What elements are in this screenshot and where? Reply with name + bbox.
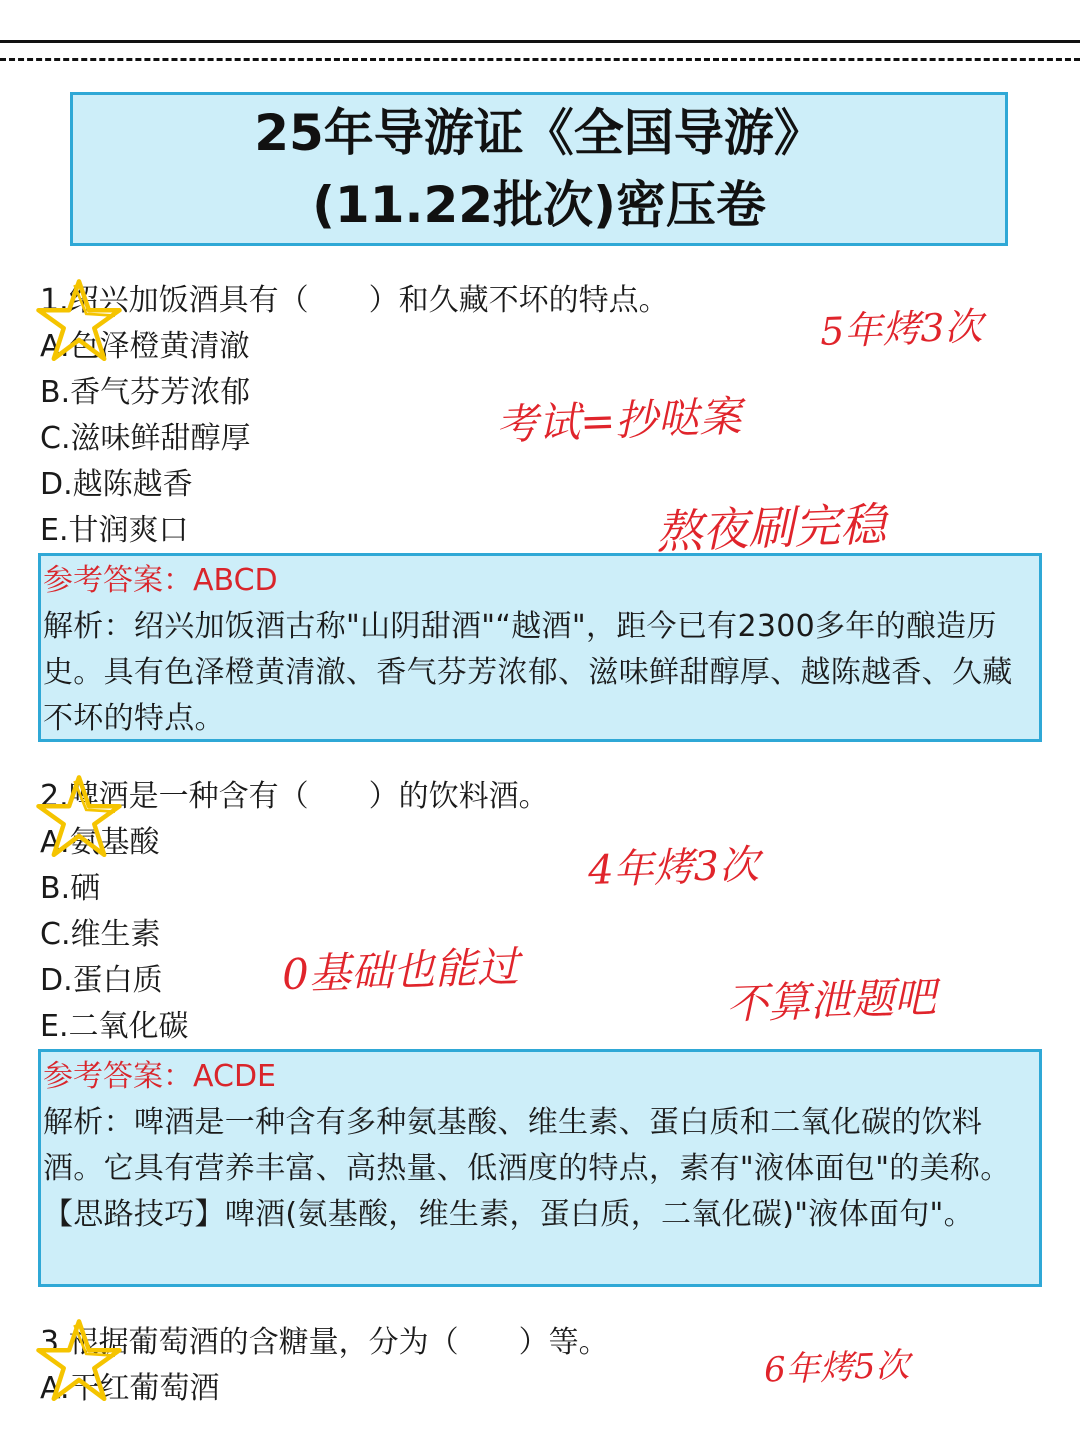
question-2-option-d: D.蛋白质 (40, 963, 163, 998)
question-2-option-a: A.氨基酸 (40, 825, 160, 860)
question-1-option-a: A.色泽橙黄清澈 (40, 329, 250, 364)
title-line-1: 25年导游证《全国导游》 (254, 104, 824, 162)
question-2-answer-key: 参考答案：ACDE (43, 1059, 276, 1094)
question-2-option-e: E.二氧化碳 (40, 1009, 189, 1044)
top-dashed-rule (0, 58, 1080, 61)
handwritten-note-study-night: 熬夜刷完稳 (655, 497, 887, 559)
handwritten-note-6-years: 6年烤5次 (763, 1345, 911, 1391)
question-2-option-b: B.硒 (40, 871, 101, 906)
question-1-option-c: C.滋味鲜甜醇厚 (40, 421, 251, 456)
handwritten-note-exam-copy: 考试=抄哒案 (495, 391, 743, 450)
title-line-2: (11.22批次)密压卷 (312, 176, 766, 234)
question-1-option-e: E.甘润爽口 (40, 513, 189, 548)
star-icon (34, 276, 124, 366)
question-1-answer-key: 参考答案：ABCD (43, 563, 278, 598)
title-box (70, 92, 1008, 246)
question-2-analysis: 解析：啤酒是一种含有多种氨基酸、维生素、蛋白质和二氧化碳的饮料酒。它具有营养丰富、高热量、低酒度的特点，素有"液体面包"的美称。【思路技巧】啤酒(氨基酸，维生素，蛋白质，二氧化碳)"液体面句"。 (43, 1105, 1011, 1232)
question-1-option-b: B.香气芬芳浓郁 (40, 375, 251, 410)
top-solid-rule (0, 40, 1080, 43)
handwritten-note-zero-base: 0基础也能过 (281, 941, 520, 1000)
question-3-option-a: A.干红葡萄酒 (40, 1371, 220, 1406)
question-1-answer-box (38, 553, 1042, 742)
star-icon (34, 1316, 124, 1406)
question-2-option-c: C.维生素 (40, 917, 161, 952)
handwritten-note-not-leak: 不算泄题吧 (725, 972, 937, 1029)
handwritten-note-4-years: 4年烤3次 (587, 842, 760, 894)
question-2-stem: 2.啤酒是一种含有（ ）的饮料酒。 (40, 779, 549, 814)
question-2-answer-box (38, 1049, 1042, 1287)
star-icon (34, 772, 124, 862)
question-1-stem: 1.绍兴加饭酒具有（ ）和久藏不坏的特点。 (40, 283, 669, 318)
handwritten-note-5-years: 5年烤3次 (819, 304, 984, 354)
question-1-analysis: 解析：绍兴加饭酒古称"山阴甜酒"“越酒"，距今已有2300多年的酿造历史。具有色泽橙黄清澈、香气芬芳浓郁、滋味鲜甜醇厚、越陈越香、久藏不坏的特点。 (43, 609, 1013, 736)
question-1-option-d: D.越陈越香 (40, 467, 193, 502)
question-3-stem: 3.根据葡萄酒的含糖量，分为（ ）等。 (40, 1325, 609, 1360)
